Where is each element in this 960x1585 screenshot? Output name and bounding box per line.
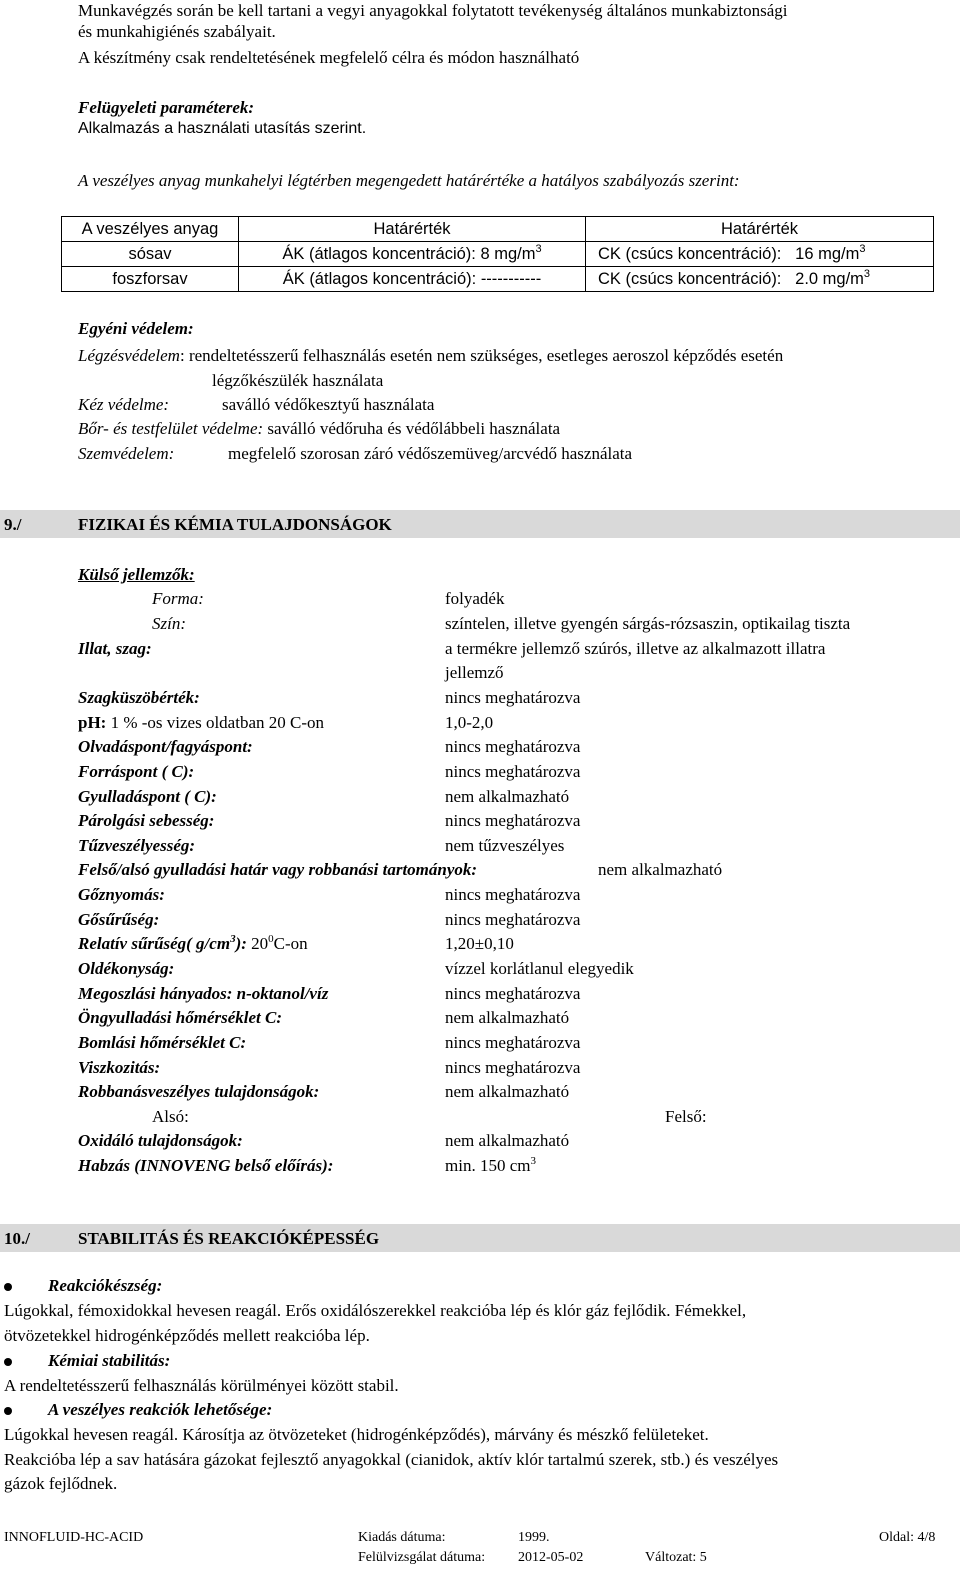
- boiling-value: nincs meghatározva: [445, 762, 581, 781]
- footer-issue-value: 1999.: [518, 1530, 550, 1545]
- respiratory-text-2: légzőkészülék használata: [212, 371, 384, 390]
- oxidizing-label: Oxidáló tulajdonságok:: [78, 1131, 243, 1150]
- partition-value: nincs meghatározva: [445, 984, 581, 1003]
- section-9-title: FIZIKAI ÉS KÉMIA TULAJDONSÁGOK: [78, 515, 392, 534]
- ck-unit-sup: 3: [863, 267, 871, 280]
- decomposition-value: nincs meghatározva: [445, 1033, 581, 1052]
- skin-label: Bőr- és testfelület védelme:: [78, 419, 264, 438]
- vapor-pressure-label: Gőznyomás:: [78, 885, 165, 904]
- header-substance: A veszélyes anyag: [62, 217, 239, 242]
- ak-unit-sup: 3: [535, 242, 542, 255]
- ak-text: ÁK (átlagos koncentráció): -----------: [282, 269, 542, 288]
- respiratory-line: [78, 347, 783, 364]
- table-row: [62, 267, 934, 292]
- supervision-text: Alkalmazás a használati utasítás szerint.: [78, 120, 367, 137]
- footer-version: Változat: 5: [645, 1550, 707, 1565]
- limits-intro: A veszélyes anyag munkahelyi légtérben megengedett határértéke a hatályos szabályozás szerint:: [78, 171, 740, 190]
- melting-value: nincs meghatározva: [445, 737, 581, 756]
- ph-line: [78, 714, 324, 731]
- autoignition-value: nem alkalmazható: [445, 1008, 570, 1027]
- lower-label: Alsó:: [152, 1107, 189, 1126]
- rd-condition: 20: [246, 934, 269, 953]
- cell-substance: sósav: [62, 242, 239, 267]
- solubility-label: Oldékonyság:: [78, 959, 175, 978]
- odor-value-1: a termékre jellemző szúrós, illetve az alkalmazott illatra: [445, 639, 826, 658]
- skin-text: saválló védőruha és védőlábbeli használata: [267, 419, 561, 438]
- odor-label: Illat, szag:: [78, 639, 152, 658]
- footer-revision-label: Felülvizsgálat dátuma:: [358, 1550, 486, 1565]
- foaming-value-text: min. 150 cm: [445, 1156, 531, 1175]
- ck-text: CK (csúcs koncentráció): 2.0 mg/m: [598, 269, 864, 288]
- foaming-label: Habzás (INNOVENG belső előírás):: [78, 1156, 334, 1175]
- intro-line-3: A készítmény csak rendeltetésének megfelelő célra és módon használható: [78, 48, 580, 67]
- eye-text: megfelelő szorosan záró védőszemüveg/arcvédő használata: [228, 444, 633, 463]
- threshold-label: Szagküszöbérték:: [78, 688, 200, 707]
- ph-value: 1,0-2,0: [445, 713, 494, 732]
- upper-label: Felső:: [665, 1107, 707, 1126]
- viscosity-value: nincs meghatározva: [445, 1058, 581, 1077]
- hand-text: saválló védőkesztyű használata: [222, 395, 435, 414]
- solubility-value: vízzel korlátlanul elegyedik: [445, 959, 634, 978]
- explosion-limits-label: Felső/alsó gyulladási határ vagy robbanási tartományok:: [78, 860, 478, 879]
- table-row: [62, 242, 934, 267]
- vapor-density-value: nincs meghatározva: [445, 910, 581, 929]
- hazardous-reactions-text-3: gázok fejlődnek.: [4, 1474, 118, 1493]
- flash-value: nem alkalmazható: [445, 787, 570, 806]
- reactivity-text-2: ötvözetekkel hidrogénképződés mellett reakcióba lép.: [4, 1326, 370, 1345]
- relative-density-value: 1,20±0,10: [445, 934, 514, 953]
- explosive-label: Robbanásveszélyes tulajdonságok:: [78, 1082, 320, 1101]
- evaporation-label: Párolgási sebesség:: [78, 811, 215, 830]
- melting-label: Olvadáspont/fagyáspont:: [78, 737, 253, 756]
- cell-ak: [239, 242, 586, 267]
- cell-substance: foszforsav: [62, 267, 239, 292]
- viscosity-label: Viszkozitás:: [78, 1058, 161, 1077]
- threshold-value: nincs meghatározva: [445, 688, 581, 707]
- footer-revision-value: 2012-05-02: [518, 1550, 584, 1565]
- section-9-number: 9./: [4, 515, 22, 534]
- footer-product: INNOFLUID-HC-ACID: [4, 1530, 144, 1545]
- partition-label: Megoszlási hányados: n-oktanol/víz: [78, 984, 329, 1003]
- relative-density-label: [78, 934, 247, 953]
- foaming-value: [445, 1157, 536, 1174]
- flammability-value: nem tűzveszélyes: [445, 836, 565, 855]
- color-label: Szín:: [152, 614, 186, 633]
- header-limit-ak: Határérték: [239, 217, 586, 242]
- hazardous-reactions-text-1: Lúgokkal hevesen reagál. Károsítja az ötvözeteket (hidrogénképződés), márvány és mészkő felületeket.: [4, 1425, 709, 1444]
- rd-condition-end: C-on: [273, 934, 308, 953]
- ck-text: CK (csúcs koncentráció): 16 mg/m: [598, 244, 860, 263]
- explosive-value: nem alkalmazható: [445, 1082, 570, 1101]
- reactivity-text-1: Lúgokkal, fémoxidokkal hevesen reagál. Erős oxidálószerekkel reakcióba lép és klór gáz fejlődik. Fémekkel,: [4, 1301, 747, 1320]
- flammability-label: Tűzveszélyesség:: [78, 836, 196, 855]
- vapor-pressure-value: nincs meghatározva: [445, 885, 581, 904]
- external-heading: Külső jellemzők:: [78, 565, 195, 584]
- stability-heading: Kémiai stabilitás:: [48, 1351, 171, 1370]
- boiling-label: Forráspont ( C):: [78, 762, 195, 781]
- foaming-value-sup: 3: [530, 1155, 536, 1167]
- cell-ak: [239, 267, 586, 292]
- eye-label: Szemvédelem:: [78, 444, 175, 463]
- footer-page: Oldal: 4/8: [879, 1530, 936, 1545]
- section-10-number: 10./: [4, 1229, 30, 1248]
- intro-line-1: Munkavégzés során be kell tartani a vegyi anyagokkal folytatott tevékenység általános munkabiztonsági: [78, 1, 788, 20]
- limits-table: [61, 216, 934, 292]
- rd-label-text: Relatív sűrűség( g/cm: [78, 934, 231, 953]
- intro-line-2: és munkahigiénés szabályait.: [78, 22, 276, 41]
- vapor-density-label: Gősűrűség:: [78, 910, 160, 929]
- cell-ck: [586, 242, 934, 267]
- ph-condition: 1 % -os vizes oldatban 20 C-on: [106, 713, 324, 732]
- bullet-icon: [4, 1358, 12, 1366]
- stability-text: A rendeltetésszerű felhasználás körülményei között stabil.: [4, 1376, 399, 1395]
- form-value: folyadék: [445, 589, 505, 608]
- bullet-icon: [4, 1283, 12, 1291]
- hand-label: Kéz védelme:: [78, 395, 170, 414]
- flash-label: Gyulladáspont ( C):: [78, 787, 217, 806]
- supervision-heading: Felügyeleti paraméterek:: [78, 98, 255, 117]
- respiratory-text: : rendeltetésszerű felhasználás esetén nem szükséges, esetleges aeroszol képződés esetén: [179, 346, 784, 365]
- relative-density-line: [78, 935, 308, 952]
- rd-label-sup: 3: [230, 933, 236, 945]
- ck-unit-sup: 3: [859, 242, 866, 255]
- header-limit-ck: Határérték: [586, 217, 934, 242]
- form-label: Forma:: [152, 589, 204, 608]
- rd-label-end: ):: [235, 934, 247, 953]
- footer-issue-label: Kiadás dátuma:: [358, 1530, 446, 1545]
- explosion-limits-value: nem alkalmazható: [598, 860, 723, 879]
- ak-text: ÁK (átlagos koncentráció): 8 mg/m: [282, 244, 536, 263]
- color-value: színtelen, illetve gyengén sárgás-rózsaszin, optikailag tiszta: [445, 614, 851, 633]
- odor-value-2: jellemző: [445, 663, 504, 682]
- oxidizing-value: nem alkalmazható: [445, 1131, 570, 1150]
- decomposition-label: Bomlási hőmérséklet C:: [78, 1033, 247, 1052]
- ph-label: pH:: [78, 713, 107, 732]
- reactivity-heading: Reakciókészség:: [48, 1276, 163, 1295]
- evaporation-value: nincs meghatározva: [445, 811, 581, 830]
- autoignition-label: Öngyulladási hőmérséklet C:: [78, 1008, 283, 1027]
- table-header-row: [62, 217, 934, 242]
- bullet-icon: [4, 1407, 12, 1415]
- protection-heading: Egyéni védelem:: [78, 319, 194, 338]
- rd-condition-sup: 0: [268, 933, 274, 945]
- respiratory-label: Légzésvédelem: [78, 346, 180, 365]
- hazardous-reactions-heading: A veszélyes reakciók lehetősége:: [48, 1400, 273, 1419]
- section-10-title: STABILITÁS ÉS REAKCIÓKÉPESSÉG: [78, 1229, 380, 1248]
- cell-ck: [586, 267, 934, 292]
- skin-line: [78, 420, 560, 437]
- hazardous-reactions-text-2: Reakcióba lép a sav hatására gázokat fejlesztő anyagokkal (cianidok, aktív klór tartalmú szerek, stb.) és veszélyes: [4, 1450, 779, 1469]
